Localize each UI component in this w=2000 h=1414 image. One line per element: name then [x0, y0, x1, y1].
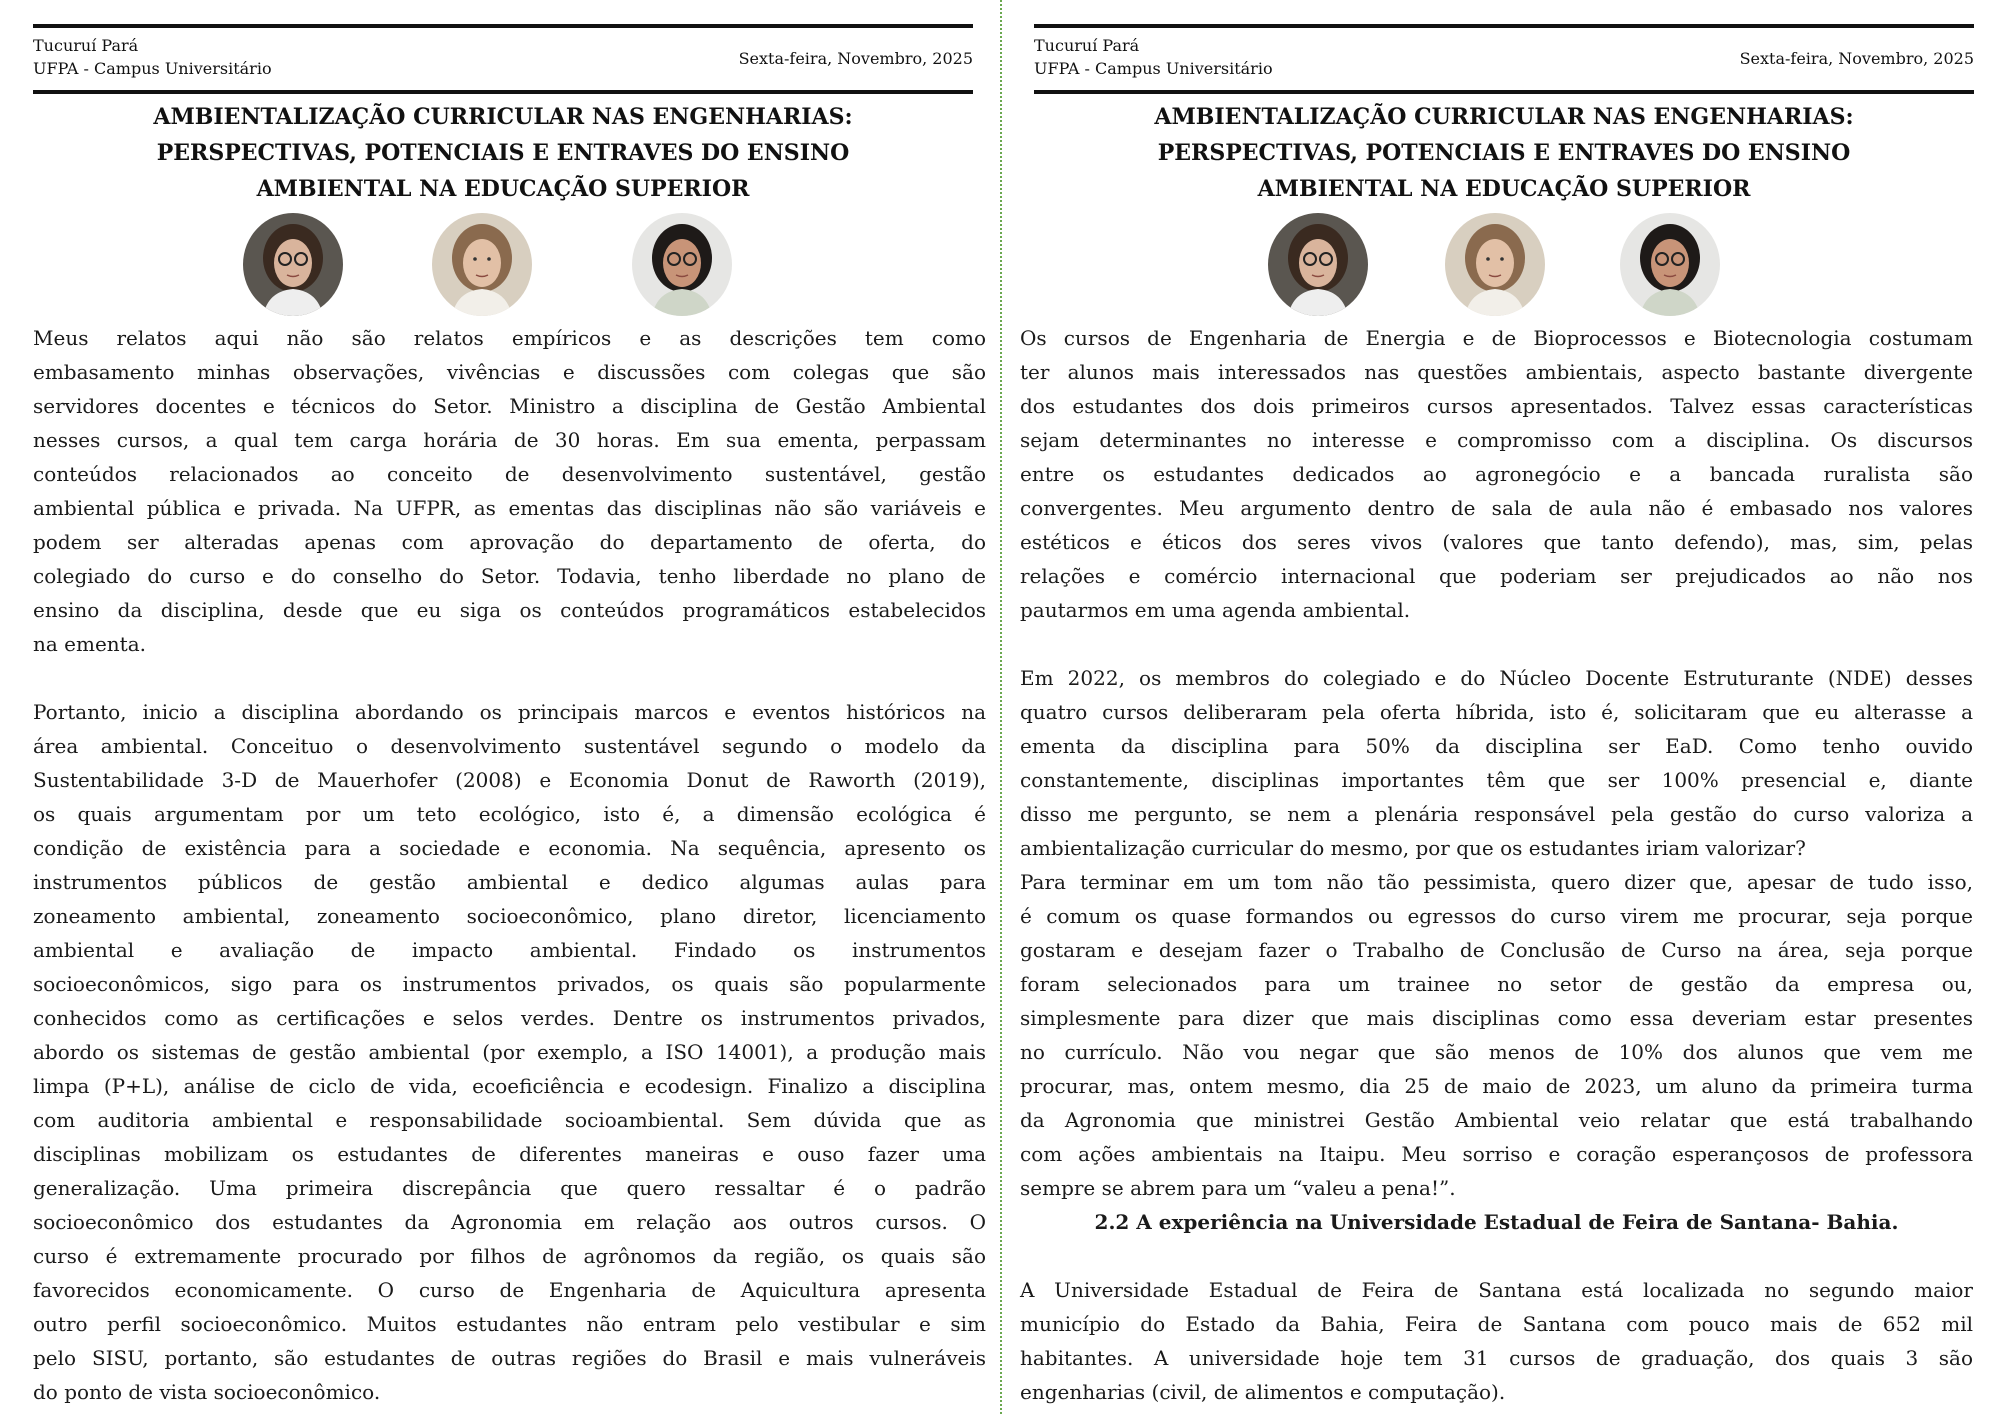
- text-line: nesses cursos, a qual tem carga horária de 30 horas. Em sua ementa, perpassam: [33, 428, 986, 452]
- location-text: Tucuruí Pará: [1034, 36, 1140, 55]
- header-top-rule: [33, 24, 973, 28]
- text-line: Para terminar em um tom não tão pessimista, quero dizer que, apesar de tudo isso,: [1020, 870, 1973, 894]
- header-date: Sexta-feira, Novembro, 2025: [1739, 49, 1974, 68]
- text-line: com ações ambientais na Itaipu. Meu sorriso e coração esperançosos de professora: [1020, 1142, 1973, 1166]
- text-line: servidores docentes e técnicos do Setor. Ministro a disciplina de Gestão Ambiental: [33, 394, 986, 418]
- portrait-image: [1445, 213, 1545, 316]
- text-line: constantemente, disciplinas importantes têm que ser 100% presencial e, diante: [1020, 768, 1973, 792]
- text-line: sempre se abrem para um “valeu a pena!”.: [1020, 1176, 1456, 1200]
- header-bottom-rule: [1034, 90, 1974, 94]
- text-line: ambiental pública e privada. Na UFPR, as ementas das disciplinas não são variáveis e: [33, 496, 986, 520]
- text-line: disso me pergunto, se nem a plenária responsável pela gestão do curso valoriza a: [1020, 802, 1973, 826]
- text-line: pelo SISU, portanto, são estudantes de outras regiões do Brasil e mais vulneráveis: [33, 1346, 986, 1370]
- title-line: PERSPECTIVAS, POTENCIAIS E ENTRAVES DO ENSINO: [156, 140, 850, 166]
- author-photo-3: [1620, 213, 1720, 316]
- text-line: limpa (P+L), análise de ciclo de vida, ecoeficiência e ecodesign. Finalizo a disciplina: [33, 1074, 986, 1098]
- campus-text: UFPA - Campus Universitário: [1034, 59, 1273, 78]
- location-text: Tucuruí Pará: [33, 36, 139, 55]
- left-body-text: [33, 321, 986, 1409]
- paragraph-gap: [1020, 627, 1973, 661]
- text-line: entre os estudantes dedicados ao agronegócio e a bancada ruralista são: [1020, 462, 1973, 486]
- text-line: estéticos e éticos dos seres vivos (valores que tanto defendo), mas, sim, pelas: [1020, 530, 1973, 554]
- portrait-image: [432, 213, 532, 316]
- right-body-text: [1020, 321, 1973, 1409]
- header-location: [1034, 34, 1273, 80]
- text-line: ambiental e avaliação de impacto ambiental. Findado os instrumentos: [33, 938, 986, 962]
- text-line: embasamento minhas observações, vivências e discussões com colegas que são: [33, 360, 986, 384]
- right-page: [1000, 0, 2000, 1414]
- title-line: AMBIENTAL NA EDUCAÇÃO SUPERIOR: [256, 176, 750, 202]
- paragraph-gap: [33, 661, 986, 695]
- text-line: instrumentos públicos de gestão ambiental e dedico algumas aulas para: [33, 870, 986, 894]
- author-photo-2: [432, 213, 532, 316]
- text-line: os quais argumentam por um teto ecológico, isto é, a dimensão ecológica é: [33, 802, 986, 826]
- author-photo-1: [243, 213, 343, 316]
- portrait-image: [632, 213, 732, 316]
- text-line: colegiado do curso e do conselho do Setor. Todavia, tenho liberdade no plano de: [33, 564, 986, 588]
- text-line: disciplinas mobilizam os estudantes de diferentes maneiras e ouso fazer uma: [33, 1142, 986, 1166]
- author-photo-1: [1268, 213, 1368, 316]
- text-line: Meus relatos aqui não são relatos empíricos e as descrições tem como: [33, 326, 986, 350]
- text-line: é comum os quase formandos ou egressos do curso virem me procurar, seja porque: [1020, 904, 1973, 928]
- text-line: condição de existência para a sociedade e economia. Na sequência, apresento os: [33, 836, 986, 860]
- text-line: com auditoria ambiental e responsabilidade socioambiental. Sem dúvida que as: [33, 1108, 986, 1132]
- text-line: área ambiental. Conceituo o desenvolvimento sustentável segundo o modelo da: [33, 734, 986, 758]
- portrait-image: [1268, 213, 1368, 316]
- header-location: [33, 34, 272, 80]
- text-line: outro perfil socioeconômico. Muitos estudantes não entram pelo vestibular e sim: [33, 1312, 986, 1336]
- text-line: habitantes. A universidade hoje tem 31 cursos de graduação, dos quais 3 são: [1020, 1346, 1973, 1370]
- text-line: pautarmos em uma agenda ambiental.: [1020, 598, 1411, 622]
- text-line: no currículo. Não vou negar que são menos de 10% dos alunos que vem me: [1020, 1040, 1973, 1064]
- article-title: [33, 99, 973, 207]
- text-line: município do Estado da Bahia, Feira de Santana com pouco mais de 652 mil: [1020, 1312, 1973, 1336]
- text-line: simplesmente para dizer que mais disciplinas como essa deveriam estar presentes: [1020, 1006, 1973, 1030]
- text-line: sejam determinantes no interesse e compromisso com a disciplina. Os discursos: [1020, 428, 1973, 452]
- text-line: A Universidade Estadual de Feira de Santana está localizada no segundo maior: [1020, 1278, 1973, 1302]
- title-line: PERSPECTIVAS, POTENCIAIS E ENTRAVES DO ENSINO: [1157, 140, 1851, 166]
- article-title: [1034, 99, 1974, 207]
- text-line: Sustentabilidade 3-D de Mauerhofer (2008) e Economia Donut de Raworth (2019),: [33, 768, 986, 792]
- author-photo-3: [632, 213, 732, 316]
- text-line: foram selecionados para um trainee no setor de gestão da empresa ou,: [1020, 972, 1973, 996]
- campus-text: UFPA - Campus Universitário: [33, 59, 272, 78]
- title-line: AMBIENTALIZAÇÃO CURRICULAR NAS ENGENHARIAS:: [153, 104, 853, 130]
- text-line: procurar, mas, ontem mesmo, dia 25 de maio de 2023, um aluno da primeira turma: [1020, 1074, 1973, 1098]
- text-line: ambientalização curricular do mesmo, por que os estudantes iriam valorizar?: [1020, 836, 1806, 860]
- text-line: da Agronomia que ministrei Gestão Ambiental veio relatar que está trabalhando: [1020, 1108, 1973, 1132]
- text-line: conhecidos como as certificações e selos verdes. Dentre os instrumentos privados,: [33, 1006, 986, 1030]
- title-line: AMBIENTAL NA EDUCAÇÃO SUPERIOR: [1257, 176, 1751, 202]
- text-line: convergentes. Meu argumento dentro de sala de aula não é embasado nos valores: [1020, 496, 1973, 520]
- text-line: do ponto de vista socioeconômico.: [33, 1380, 381, 1404]
- text-line: Os cursos de Engenharia de Energia e de Bioprocessos e Biotecnologia costumam: [1020, 326, 1973, 350]
- text-line: favorecidos economicamente. O curso de Engenharia de Aquicultura apresenta: [33, 1278, 986, 1302]
- section-heading: 2.2 A experiência na Universidade Estadual de Feira de Santana- Bahia.: [1094, 1210, 1899, 1234]
- portrait-image: [1620, 213, 1720, 316]
- paragraph-gap: [1020, 1239, 1973, 1273]
- text-line: abordo os sistemas de gestão ambiental (por exemplo, a ISO 14001), a produção mais: [33, 1040, 986, 1064]
- text-line: conteúdos relacionados ao conceito de desenvolvimento sustentável, gestão: [33, 462, 986, 486]
- text-line: ensino da disciplina, desde que eu siga os conteúdos programáticos estabelecidos: [33, 598, 986, 622]
- text-line: dos estudantes dos dois primeiros cursos apresentados. Talvez essas características: [1020, 394, 1973, 418]
- text-line: Em 2022, os membros do colegiado e do Núcleo Docente Estruturante (NDE) desses: [1020, 666, 1973, 690]
- text-line: na ementa.: [33, 632, 146, 656]
- header-date: Sexta-feira, Novembro, 2025: [738, 49, 973, 68]
- text-line: podem ser alteradas apenas com aprovação do departamento de oferta, do: [33, 530, 986, 554]
- text-line: socioeconômico dos estudantes da Agronomia em relação aos outros cursos. O: [33, 1210, 986, 1234]
- text-line: zoneamento ambiental, zoneamento socioeconômico, plano diretor, licenciamento: [33, 904, 986, 928]
- text-line: ter alunos mais interessados nas questões ambientais, aspecto bastante divergente: [1020, 360, 1973, 384]
- header-bottom-rule: [33, 90, 973, 94]
- text-line: generalização. Uma primeira discrepância que quero ressaltar é o padrão: [33, 1176, 986, 1200]
- text-line: engenharias (civil, de alimentos e computação).: [1020, 1380, 1506, 1404]
- title-line: AMBIENTALIZAÇÃO CURRICULAR NAS ENGENHARIAS:: [1154, 104, 1854, 130]
- text-line: relações e comércio internacional que poderiam ser prejudicados ao não nos: [1020, 564, 1973, 588]
- author-photo-2: [1445, 213, 1545, 316]
- text-line: socioeconômicos, sigo para os instrumentos privados, os quais são popularmente: [33, 972, 986, 996]
- text-line: curso é extremamente procurado por filhos de agrônomos da região, os quais são: [33, 1244, 986, 1268]
- text-line: Portanto, inicio a disciplina abordando os principais marcos e eventos históricos na: [33, 700, 986, 724]
- text-line: gostaram e desejam fazer o Trabalho de Conclusão de Curso na área, seja porque: [1020, 938, 1973, 962]
- text-line: ementa da disciplina para 50% da disciplina ser EaD. Como tenho ouvido: [1020, 734, 1973, 758]
- text-line: quatro cursos deliberaram pela oferta híbrida, isto é, solicitaram que eu alterasse a: [1020, 700, 1973, 724]
- header-top-rule: [1034, 24, 1974, 28]
- portrait-image: [243, 213, 343, 316]
